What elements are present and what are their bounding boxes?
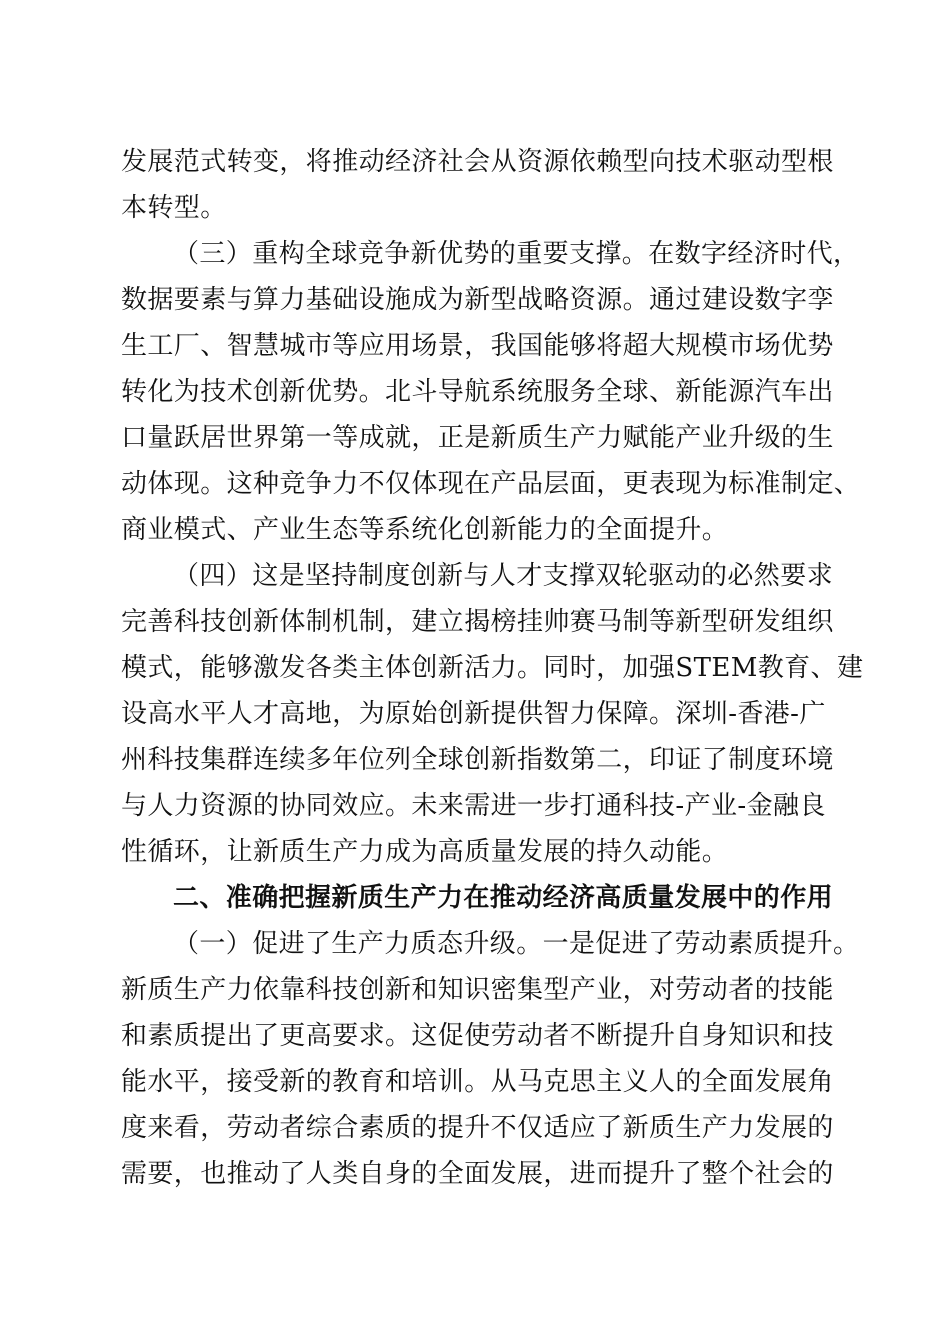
paragraph-line: 能水平，接受新的教育和培训。从马克思主义人的全面发展角 xyxy=(121,1067,834,1097)
paragraph-line: 口量跃居世界第一等成就，正是新质生产力赋能产业升级的生 xyxy=(121,423,834,453)
section-heading-1: （一）促进了生产力质态升级。一是促进了劳动素质提升。 xyxy=(173,929,860,959)
paragraph-line: 商业模式、产业生态等系统化创新能力的全面提升。 xyxy=(121,515,729,545)
paragraph-line: 完善科技创新体制机制，建立揭榜挂帅赛马制等新型研发组织 xyxy=(121,607,834,637)
paragraph-line: 设高水平人才高地，为原始创新提供智力保障。深圳-香港-广 xyxy=(121,699,826,729)
paragraph-line: 转化为技术创新优势。北斗导航系统服务全球、新能源汽车出 xyxy=(121,377,834,407)
paragraph-line: 性循环，让新质生产力成为高质量发展的持久动能。 xyxy=(121,837,729,867)
paragraph-line: 模式，能够激发各类主体创新活力。同时，加强STEM教育、建 xyxy=(121,653,864,683)
section-heading-4: （四）这是坚持制度创新与人才支撑双轮驱动的必然要求 xyxy=(173,561,834,591)
paragraph-line: 数据要素与算力基础设施成为新型战略资源。通过建设数字孪 xyxy=(121,285,834,315)
paragraph-line: 本转型。 xyxy=(121,193,227,223)
chapter-heading: 二、准确把握新质生产力在推动经济高质量发展中的作用 xyxy=(173,883,834,913)
paragraph-line: 新质生产力依靠科技创新和知识密集型产业，对劳动者的技能 xyxy=(121,975,834,1005)
paragraph-line: 动体现。这种竞争力不仅体现在产品层面，更表现为标准制定、 xyxy=(121,469,861,499)
paragraph-line: 发展范式转变，将推动经济社会从资源依赖型向技术驱动型根 xyxy=(121,147,834,177)
paragraph-line: 需要，也推动了人类自身的全面发展，进而提升了整个社会的 xyxy=(121,1159,834,1189)
paragraph-line: 生工厂、智慧城市等应用场景，我国能够将超大规模市场优势 xyxy=(121,331,834,361)
paragraph-line: 与人力资源的协同效应。未来需进一步打通科技-产业-金融良 xyxy=(121,791,826,821)
paragraph-line: 州科技集群连续多年位列全球创新指数第二，印证了制度环境 xyxy=(121,745,834,775)
paragraph-line: 度来看，劳动者综合素质的提升不仅适应了新质生产力发展的 xyxy=(121,1113,834,1143)
paragraph-line: 和素质提出了更高要求。这促使劳动者不断提升自身知识和技 xyxy=(121,1021,834,1051)
section-heading-3: （三）重构全球竞争新优势的重要支撑。在数字经济时代， xyxy=(173,239,860,269)
